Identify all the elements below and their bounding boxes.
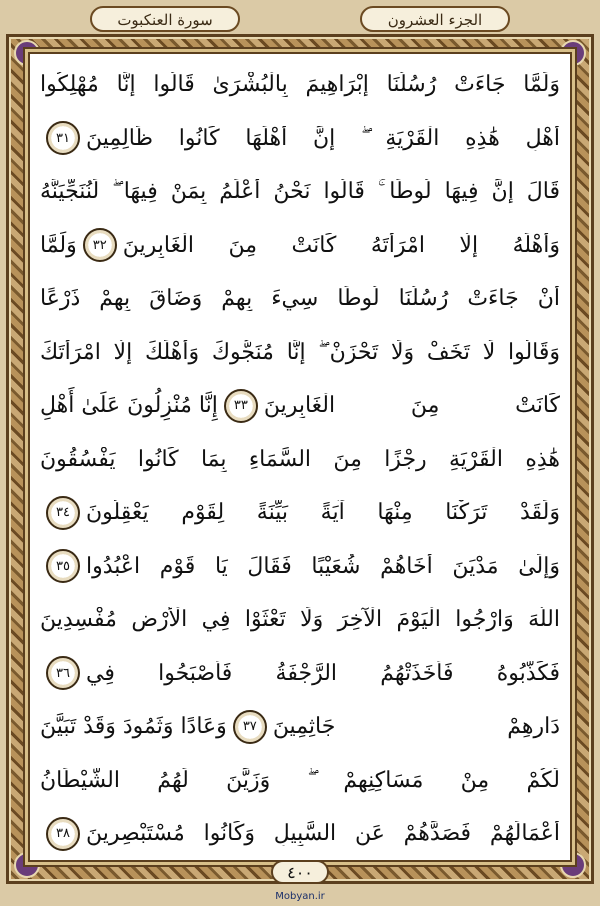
surah-name-label: سورة العنكبوت (90, 6, 240, 32)
text-line (40, 112, 560, 166)
text-line (40, 700, 560, 754)
verse-text-continuation: إِنَّا مُنْزِلُونَ عَلَىٰ أَهْلِ (40, 393, 218, 419)
text-line (40, 754, 560, 808)
verse-text: قَالَ إِنَّ فِيهَا لُوطًا ۚ قَالُوا نَحْنُ أَعْلَمُ بِمَنْ فِيهَا ۖ لَنُنَجِّيَنَّهُ (40, 179, 560, 205)
text-line (40, 379, 560, 433)
verse-text: وَقَالُوا لَا تَخَفْ وَلَا تَحْزَنْ ۖ إِنَّا مُنَجُّوكَ وَأَهْلَكَ إِلَّا امْرَأَتَكَ (40, 339, 560, 365)
verse-text: أَهْلِ هَٰذِهِ الْقَرْيَةِ ۖ إِنَّ أَهْلَهَا كَانُوا ظَالِمِينَ (86, 125, 560, 151)
text-line (40, 165, 560, 219)
text-line (40, 486, 560, 540)
site-watermark: Mobyan.ir (275, 891, 325, 902)
verse-text: وَلَمَّا جَاءَتْ رُسُلُنَا إِبْرَاهِيمَ بِالْبُشْرَىٰ قَالُوا إِنَّا مُهْلِكُوا (40, 72, 560, 98)
verse-text: فَكَذَّبُوهُ فَأَخَذَتْهُمُ الرَّجْفَةُ فَأَصْبَحُوا فِي (86, 660, 560, 686)
verse-text: وَأَهْلَهُ إِلَّا امْرَأَتَهُ كَانَتْ مِنَ الْغَابِرِينَ (122, 232, 560, 258)
verse-text: وَلَقَدْ تَرَكْنَا مِنْهَا آيَةً بَيِّنَةً لِقَوْمٍ يَعْقِلُونَ (86, 500, 560, 526)
ayah-number-marker: ٣١ (46, 121, 80, 155)
text-line (40, 219, 560, 273)
verse-text: أَعْمَالَهُمْ فَصَدَّهُمْ عَنِ السَّبِيلِ وَكَانُوا مُسْتَبْصِرِينَ (86, 821, 560, 847)
text-line (40, 540, 560, 594)
verse-text: دَارِهِمْ جَاثِمِينَ (272, 714, 560, 740)
verse-text-continuation: وَعَادًا وَثَمُودَ وَقَدْ تَبَيَّنَ (40, 714, 227, 740)
ayah-number-marker: ٣٤ (46, 496, 80, 530)
verse-text: هَٰذِهِ الْقَرْيَةِ رِجْزًا مِنَ السَّمَاءِ بِمَا كَانُوا يَفْسُقُونَ (40, 446, 560, 472)
ayah-number-marker: ٣٦ (46, 656, 80, 690)
verse-text: أَنْ جَاءَتْ رُسُلُنَا لُوطًا سِيءَ بِهِمْ وَضَاقَ بِهِمْ ذَرْعًا (40, 286, 560, 312)
ayah-number-marker: ٣٥ (46, 549, 80, 583)
ayah-number-marker: ٣٧ (233, 710, 267, 744)
page-number: ٤٠٠ (271, 860, 329, 884)
text-line (40, 593, 560, 647)
text-line (40, 272, 560, 326)
verse-text-continuation: وَلَمَّا (40, 232, 77, 258)
quran-text-area (40, 58, 560, 847)
verse-text: اللَّهَ وَارْجُوا الْيَوْمَ الْآخِرَ وَلَا تَعْثَوْا فِي الْأَرْضِ مُفْسِدِينَ (40, 607, 560, 633)
verse-text: وَإِلَىٰ مَدْيَنَ أَخَاهُمْ شُعَيْبًا فَقَالَ يَا قَوْمِ اعْبُدُوا (86, 553, 560, 579)
juz-name-label: الجزء العشرون (360, 6, 510, 32)
text-line (40, 433, 560, 487)
text-line (40, 647, 560, 701)
ayah-number-marker: ٣٢ (83, 228, 117, 262)
verse-text: لَكُمْ مِنْ مَسَاكِنِهِمْ ۖ وَزَيَّنَ لَهُمُ الشَّيْطَانُ (40, 767, 560, 793)
text-line (40, 807, 560, 861)
text-line (40, 58, 560, 112)
ayah-number-marker: ٣٨ (46, 817, 80, 851)
verse-text: كَانَتْ مِنَ الْغَابِرِينَ (263, 393, 560, 419)
page-header (0, 4, 600, 34)
text-line (40, 326, 560, 380)
ayah-number-marker: ٣٣ (224, 389, 258, 423)
